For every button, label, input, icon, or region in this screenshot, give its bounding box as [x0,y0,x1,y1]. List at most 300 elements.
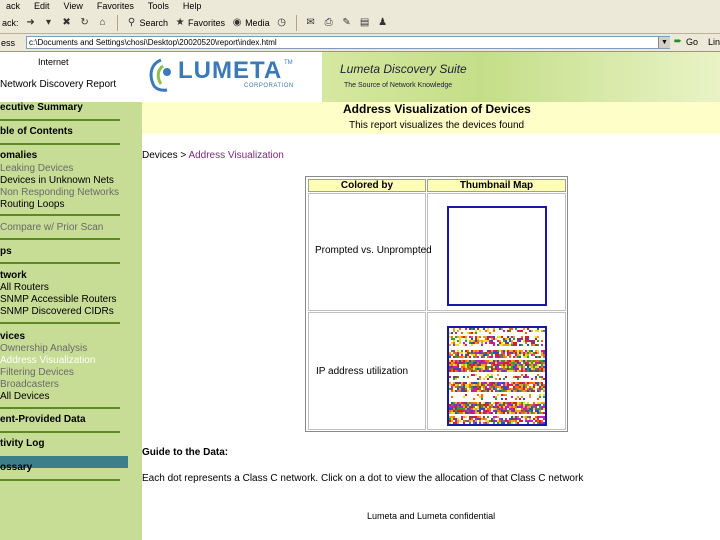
utilization-dot[interactable] [465,404,467,406]
utilization-dot[interactable] [457,422,459,424]
utilization-dot[interactable] [537,366,539,368]
utilization-dot[interactable] [499,422,501,424]
utilization-dot[interactable] [501,412,503,414]
thumbnail-map-prompted[interactable] [447,206,547,306]
stop-icon[interactable]: ✖ [62,16,71,28]
utilization-dot[interactable] [501,408,503,410]
utilization-dot[interactable] [537,402,539,404]
utilization-dot[interactable] [477,364,479,366]
utilization-dot[interactable] [525,408,527,410]
utilization-dot[interactable] [469,416,471,418]
utilization-dot[interactable] [459,342,461,344]
utilization-dot[interactable] [513,356,515,358]
utilization-dot[interactable] [495,420,497,422]
utilization-dot[interactable] [459,340,461,342]
utilization-dot[interactable] [497,406,499,408]
utilization-dot[interactable] [475,410,477,412]
utilization-dot[interactable] [487,384,489,386]
utilization-dot[interactable] [485,418,487,420]
utilization-dot[interactable] [519,420,521,422]
utilization-dot[interactable] [511,410,513,412]
utilization-dot[interactable] [517,368,519,370]
utilization-dot[interactable] [531,350,533,352]
utilization-dot[interactable] [501,354,503,356]
utilization-dot[interactable] [455,352,457,354]
utilization-dot[interactable] [449,364,451,366]
utilization-dot[interactable] [517,388,519,390]
utilization-dot[interactable] [483,360,485,362]
utilization-dot[interactable] [465,388,467,390]
utilization-dot[interactable] [531,378,533,380]
utilization-dot[interactable] [469,382,471,384]
utilization-dot[interactable] [519,412,521,414]
utilization-dot[interactable] [483,362,485,364]
utilization-dot[interactable] [525,332,527,334]
utilization-dot[interactable] [473,354,475,356]
sidebar-item-maps[interactable]: ps [0,246,12,257]
utilization-dot[interactable] [543,412,545,414]
utilization-dot[interactable] [509,350,511,352]
utilization-dot[interactable] [453,328,455,330]
utilization-dot[interactable] [531,382,533,384]
utilization-dot[interactable] [521,330,523,332]
utilization-dot[interactable] [487,336,489,338]
utilization-dot[interactable] [455,332,457,334]
utilization-dot[interactable] [463,422,465,424]
utilization-dot[interactable] [501,362,503,364]
utilization-dot[interactable] [459,382,461,384]
utilization-dot[interactable] [513,408,515,410]
utilization-dot[interactable] [509,388,511,390]
utilization-dot[interactable] [517,384,519,386]
utilization-dot[interactable] [497,410,499,412]
utilization-dot[interactable] [525,386,527,388]
utilization-dot[interactable] [475,412,477,414]
utilization-dot[interactable] [481,412,483,414]
utilization-dot[interactable] [527,336,529,338]
utilization-dot[interactable] [515,404,517,406]
utilization-dot[interactable] [459,360,461,362]
utilization-dot[interactable] [463,390,465,392]
utilization-dot[interactable] [539,388,541,390]
utilization-dot[interactable] [519,330,521,332]
utilization-dot[interactable] [523,410,525,412]
utilization-dot[interactable] [497,422,499,424]
utilization-dot[interactable] [541,378,543,380]
utilization-dot[interactable] [455,366,457,368]
utilization-dot[interactable] [527,422,529,424]
utilization-dot[interactable] [489,404,491,406]
utilization-dot[interactable] [527,344,529,346]
utilization-dot[interactable] [461,386,463,388]
utilization-dot[interactable] [457,390,459,392]
utilization-dot[interactable] [471,408,473,410]
utilization-dot[interactable] [481,404,483,406]
utilization-dot[interactable] [475,370,477,372]
utilization-dot[interactable] [479,352,481,354]
utilization-dot[interactable] [503,406,505,408]
utilization-dot[interactable] [479,382,481,384]
utilization-dot[interactable] [449,352,451,354]
utilization-dot[interactable] [531,340,533,342]
utilization-dot[interactable] [523,404,525,406]
utilization-dot[interactable] [483,386,485,388]
utilization-dot[interactable] [509,336,511,338]
utilization-dot[interactable] [529,404,531,406]
utilization-dot[interactable] [487,410,489,412]
utilization-dot[interactable] [501,350,503,352]
utilization-dot[interactable] [503,338,505,340]
utilization-dot[interactable] [513,362,515,364]
utilization-dot[interactable] [473,406,475,408]
utilization-dot[interactable] [535,336,537,338]
utilization-dot[interactable] [471,410,473,412]
utilization-dot[interactable] [515,418,517,420]
utilization-dot[interactable] [503,420,505,422]
utilization-dot[interactable] [507,336,509,338]
utilization-dot[interactable] [513,338,515,340]
utilization-dot[interactable] [507,354,509,356]
utilization-dot[interactable] [467,350,469,352]
utilization-dot[interactable] [527,416,529,418]
utilization-dot[interactable] [505,388,507,390]
utilization-dot[interactable] [529,412,531,414]
utilization-dot[interactable] [511,350,513,352]
utilization-dot[interactable] [449,404,451,406]
utilization-dot[interactable] [513,386,515,388]
utilization-dot[interactable] [469,406,471,408]
utilization-dot[interactable] [473,384,475,386]
utilization-dot[interactable] [527,362,529,364]
edit-icon[interactable]: ✎ [342,16,351,28]
utilization-dot[interactable] [505,376,507,378]
utilization-dot[interactable] [499,350,501,352]
utilization-dot[interactable] [469,356,471,358]
utilization-dot[interactable] [519,410,521,412]
utilization-dot[interactable] [495,402,497,404]
utilization-dot[interactable] [473,364,475,366]
utilization-dot[interactable] [487,416,489,418]
utilization-dot[interactable] [483,408,485,410]
utilization-dot[interactable] [505,356,507,358]
utilization-dot[interactable] [527,384,529,386]
utilization-dot[interactable] [481,356,483,358]
utilization-dot[interactable] [541,406,543,408]
utilization-dot[interactable] [497,402,499,404]
utilization-dot[interactable] [533,386,535,388]
utilization-dot[interactable] [455,384,457,386]
utilization-dot[interactable] [487,330,489,332]
utilization-dot[interactable] [513,360,515,362]
utilization-dot[interactable] [513,336,515,338]
utilization-dot[interactable] [491,336,493,338]
utilization-dot[interactable] [455,412,457,414]
utilization-dot[interactable] [529,420,531,422]
utilization-dot[interactable] [529,394,531,396]
utilization-dot[interactable] [531,366,533,368]
utilization-dot[interactable] [529,388,531,390]
utilization-dot[interactable] [535,420,537,422]
utilization-dot[interactable] [481,342,483,344]
utilization-dot[interactable] [503,404,505,406]
utilization-dot[interactable] [517,412,519,414]
utilization-dot[interactable] [519,354,521,356]
utilization-dot[interactable] [521,382,523,384]
utilization-dot[interactable] [453,386,455,388]
utilization-dot[interactable] [537,420,539,422]
utilization-dot[interactable] [529,408,531,410]
utilization-dot[interactable] [543,418,545,420]
utilization-dot[interactable] [493,382,495,384]
utilization-dot[interactable] [475,420,477,422]
utilization-dot[interactable] [483,412,485,414]
utilization-dot[interactable] [507,360,509,362]
utilization-dot[interactable] [469,404,471,406]
utilization-dot[interactable] [521,402,523,404]
utilization-dot[interactable] [509,406,511,408]
utilization-dot[interactable] [535,330,537,332]
utilization-dot[interactable] [493,352,495,354]
utilization-dot[interactable] [539,360,541,362]
utilization-dot[interactable] [515,362,517,364]
utilization-dot[interactable] [477,370,479,372]
utilization-dot[interactable] [543,384,545,386]
utilization-dot[interactable] [513,404,515,406]
utilization-dot[interactable] [477,390,479,392]
utilization-dot[interactable] [511,370,513,372]
utilization-dot[interactable] [517,338,519,340]
utilization-dot[interactable] [453,422,455,424]
utilization-dot[interactable] [507,366,509,368]
utilization-dot[interactable] [523,408,525,410]
utilization-dot[interactable] [517,364,519,366]
utilization-dot[interactable] [459,406,461,408]
utilization-dot[interactable] [529,418,531,420]
utilization-dot[interactable] [457,354,459,356]
utilization-dot[interactable] [537,328,539,330]
utilization-dot[interactable] [543,390,545,392]
utilization-dot[interactable] [481,368,483,370]
menu-item-view[interactable]: View [63,1,83,11]
utilization-dot[interactable] [487,402,489,404]
utilization-dot[interactable] [493,364,495,366]
utilization-dot[interactable] [527,376,529,378]
utilization-dot[interactable] [523,370,525,372]
utilization-dot[interactable] [471,374,473,376]
utilization-dot[interactable] [465,356,467,358]
utilization-dot[interactable] [451,410,453,412]
utilization-dot[interactable] [509,354,511,356]
utilization-dot[interactable] [525,406,527,408]
utilization-dot[interactable] [513,352,515,354]
search-button[interactable] [126,17,169,29]
utilization-dot[interactable] [511,406,513,408]
utilization-dot[interactable] [449,418,451,420]
utilization-dot[interactable] [475,364,477,366]
utilization-dot[interactable] [455,376,457,378]
utilization-dot[interactable] [517,366,519,368]
utilization-dot[interactable] [493,362,495,364]
utilization-dot[interactable] [503,344,505,346]
utilization-dot[interactable] [515,398,517,400]
utilization-dot[interactable] [513,342,515,344]
utilization-dot[interactable] [471,406,473,408]
utilization-dot[interactable] [499,344,501,346]
utilization-dot[interactable] [491,382,493,384]
utilization-dot[interactable] [471,332,473,334]
utilization-dot[interactable] [479,350,481,352]
utilization-dot[interactable] [517,404,519,406]
utilization-dot[interactable] [517,406,519,408]
utilization-dot[interactable] [509,384,511,386]
utilization-dot[interactable] [501,342,503,344]
utilization-dot[interactable] [517,410,519,412]
utilization-dot[interactable] [491,340,493,342]
utilization-dot[interactable] [527,402,529,404]
utilization-dot[interactable] [503,360,505,362]
utilization-dot[interactable] [453,350,455,352]
utilization-dot[interactable] [463,336,465,338]
utilization-dot[interactable] [535,364,537,366]
utilization-dot[interactable] [519,386,521,388]
utilization-dot[interactable] [449,344,451,346]
utilization-dot[interactable] [513,406,515,408]
utilization-dot[interactable] [489,408,491,410]
utilization-dot[interactable] [457,418,459,420]
utilization-dot[interactable] [461,336,463,338]
utilization-dot[interactable] [495,362,497,364]
utilization-dot[interactable] [487,328,489,330]
utilization-dot[interactable] [537,408,539,410]
utilization-dot[interactable] [539,420,541,422]
utilization-dot[interactable] [507,402,509,404]
sidebar-heading-network[interactable]: twork [0,270,27,281]
utilization-dot[interactable] [489,420,491,422]
utilization-dot[interactable] [495,354,497,356]
utilization-dot[interactable] [455,364,457,366]
utilization-dot[interactable] [469,418,471,420]
utilization-dot[interactable] [519,376,521,378]
utilization-dot[interactable] [463,402,465,404]
utilization-dot[interactable] [539,362,541,364]
utilization-dot[interactable] [497,336,499,338]
utilization-dot[interactable] [477,388,479,390]
utilization-dot[interactable] [535,382,537,384]
utilization-dot[interactable] [487,368,489,370]
utilization-dot[interactable] [465,364,467,366]
utilization-dot[interactable] [509,368,511,370]
utilization-dot[interactable] [539,356,541,358]
back-button[interactable] [2,18,19,28]
utilization-dot[interactable] [523,328,525,330]
utilization-dot[interactable] [467,332,469,334]
utilization-dot[interactable] [491,352,493,354]
utilization-dot[interactable] [535,370,537,372]
utilization-dot[interactable] [533,340,535,342]
utilization-dot[interactable] [477,416,479,418]
utilization-dot[interactable] [457,382,459,384]
utilization-dot[interactable] [529,362,531,364]
utilization-dot[interactable] [461,382,463,384]
utilization-dot[interactable] [503,408,505,410]
utilization-dot[interactable] [481,344,483,346]
utilization-dot[interactable] [483,388,485,390]
utilization-dot[interactable] [505,398,507,400]
utilization-dot[interactable] [501,388,503,390]
utilization-dot[interactable] [513,364,515,366]
utilization-dot[interactable] [487,352,489,354]
utilization-dot[interactable] [461,410,463,412]
utilization-dot[interactable] [457,344,459,346]
utilization-dot[interactable] [487,366,489,368]
utilization-dot[interactable] [523,384,525,386]
utilization-dot[interactable] [493,386,495,388]
utilization-dot[interactable] [489,332,491,334]
utilization-dot[interactable] [467,368,469,370]
thumbnail-map-ip-utilization[interactable] [447,326,547,426]
utilization-dot[interactable] [479,408,481,410]
utilization-dot[interactable] [519,338,521,340]
utilization-dot[interactable] [511,390,513,392]
utilization-dot[interactable] [541,370,543,372]
utilization-dot[interactable] [527,338,529,340]
utilization-dot[interactable] [465,338,467,340]
utilization-dot[interactable] [455,354,457,356]
utilization-dot[interactable] [491,390,493,392]
utilization-dot[interactable] [537,356,539,358]
utilization-dot[interactable] [509,328,511,330]
utilization-dot[interactable] [511,340,513,342]
utilization-dot[interactable] [449,366,451,368]
utilization-dot[interactable] [465,336,467,338]
utilization-dot[interactable] [457,364,459,366]
utilization-dot[interactable] [523,388,525,390]
utilization-dot[interactable] [511,396,513,398]
utilization-dot[interactable] [499,362,501,364]
utilization-dot[interactable] [465,340,467,342]
utilization-dot[interactable] [477,360,479,362]
utilization-dot[interactable] [529,360,531,362]
utilization-dot[interactable] [501,366,503,368]
utilization-dot[interactable] [461,412,463,414]
utilization-dot[interactable] [485,366,487,368]
utilization-dot[interactable] [493,344,495,346]
utilization-dot[interactable] [457,376,459,378]
utilization-dot[interactable] [465,386,467,388]
utilization-dot[interactable] [461,362,463,364]
utilization-dot[interactable] [497,356,499,358]
utilization-dot[interactable] [453,330,455,332]
utilization-dot[interactable] [495,382,497,384]
utilization-dot[interactable] [453,360,455,362]
utilization-dot[interactable] [505,364,507,366]
utilization-dot[interactable] [527,328,529,330]
utilization-dot[interactable] [505,418,507,420]
utilization-dot[interactable] [461,388,463,390]
utilization-dot[interactable] [489,366,491,368]
utilization-dot[interactable] [473,382,475,384]
utilization-dot[interactable] [527,382,529,384]
utilization-dot[interactable] [507,422,509,424]
utilization-dot[interactable] [475,422,477,424]
utilization-dot[interactable] [537,418,539,420]
utilization-dot[interactable] [525,350,527,352]
utilization-dot[interactable] [531,404,533,406]
utilization-dot[interactable] [473,366,475,368]
utilization-dot[interactable] [467,412,469,414]
utilization-dot[interactable] [489,342,491,344]
utilization-dot[interactable] [501,328,503,330]
